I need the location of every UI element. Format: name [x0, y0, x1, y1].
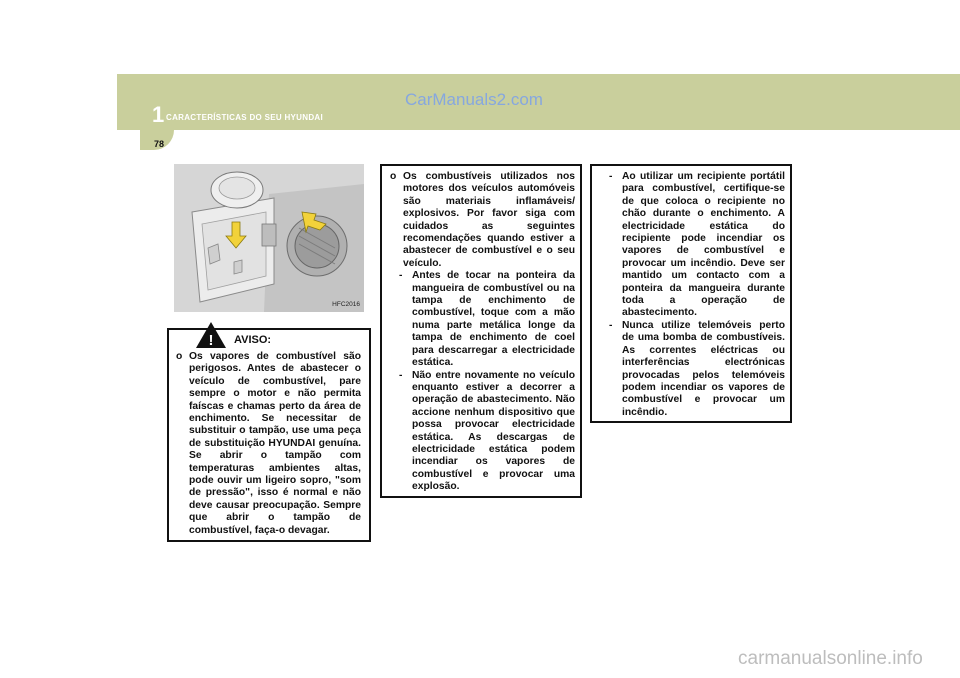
exclamation-icon: ! [208, 332, 214, 349]
list-item [609, 320, 785, 419]
warning-bullet [176, 351, 361, 537]
fuel-door-illustration [174, 164, 364, 312]
list-item [399, 270, 575, 369]
dash-marker: - [399, 270, 403, 282]
intro-text: Os combustíveis utilizados nos motores dos veículos automóveis são materiais inflamáveis/ explosivos. Por favor siga com cuidados as seguintes recomendações quando estiver a abastecer de combustível e o seu veículo. [403, 171, 575, 269]
dash-marker: - [399, 369, 403, 381]
watermark-link[interactable]: CarManuals2.com [405, 90, 543, 109]
bullet-marker: o [390, 171, 397, 182]
list-item [399, 370, 575, 494]
figure-caption: HFC2016 [332, 301, 360, 308]
chapter-title: CARACTERÍSTICAS DO SEU HYUNDAI [166, 113, 324, 122]
page-number: 78 [154, 139, 165, 149]
list-item [609, 171, 785, 320]
dash-marker: - [609, 171, 613, 182]
bullet-marker: o [176, 351, 183, 362]
fuel-cap-icon [174, 164, 364, 312]
container-phone-box [590, 164, 792, 423]
section-number: 1 [152, 102, 165, 127]
warning-text: Os vapores de combustível são perigosos. Antes de abastecer o veículo de combustível, pare sempre o motor e não permita faíscas e chamas perto da área de enchimento. Se necessitar de substituir o tampão, use uma peça de substituição HYUNDAI genuína. Se abrir o tampão com temperaturas ambientes altas, pode ouvir um ligeiro sopro, "som de pressão", isso é normal e não deve causar preocupação. Sempre que abrir o tampão de combustível, faça-o devagar. [189, 351, 361, 536]
fuel-safety-box [380, 164, 582, 498]
footer-brand-link[interactable]: carmanualsonline.info [738, 648, 923, 669]
warning-title: AVISO: [234, 334, 272, 346]
list-item-text: Nunca utilize telemóveis perto de uma bomba de combustíveis. As correntes eléctricas ou interferências electrónicas provocadas pelos telemóveis podem incendiar os vapores de combustível e provocar um incêndio. [622, 319, 785, 418]
list-item-text: Ao utilizar um recipiente portátil para combustível, certifique-se de que coloca o recipiente no chão durante o enchimento. A electricidade estática do recipiente pode incendiar os vapores de combustível e provocar um incêndio. Deve ser mantido um contacto com a ponteira da mangueira durante toda a operação de abastecimento. [622, 171, 785, 319]
fuel-safety-intro [390, 171, 575, 270]
list-item-text: Antes de tocar na ponteira da mangueira de combustível ou na tampa de enchimento de combustível, toque com a mão numa parte metálica longe da tampa de enchimento de coel para descarregar a electricidade estática. [412, 270, 575, 369]
dash-marker: - [609, 319, 613, 331]
warning-box [167, 328, 371, 542]
list-item-text: Não entre novamente no veículo enquanto estiver a decorrer a operação de abastecimento. Não accione nenhum dispositivo que possa provocar electricidade estática. As descargas de electricidade estática podem incendiar os vapores de combustível e provocar uma explosão. [412, 369, 575, 493]
